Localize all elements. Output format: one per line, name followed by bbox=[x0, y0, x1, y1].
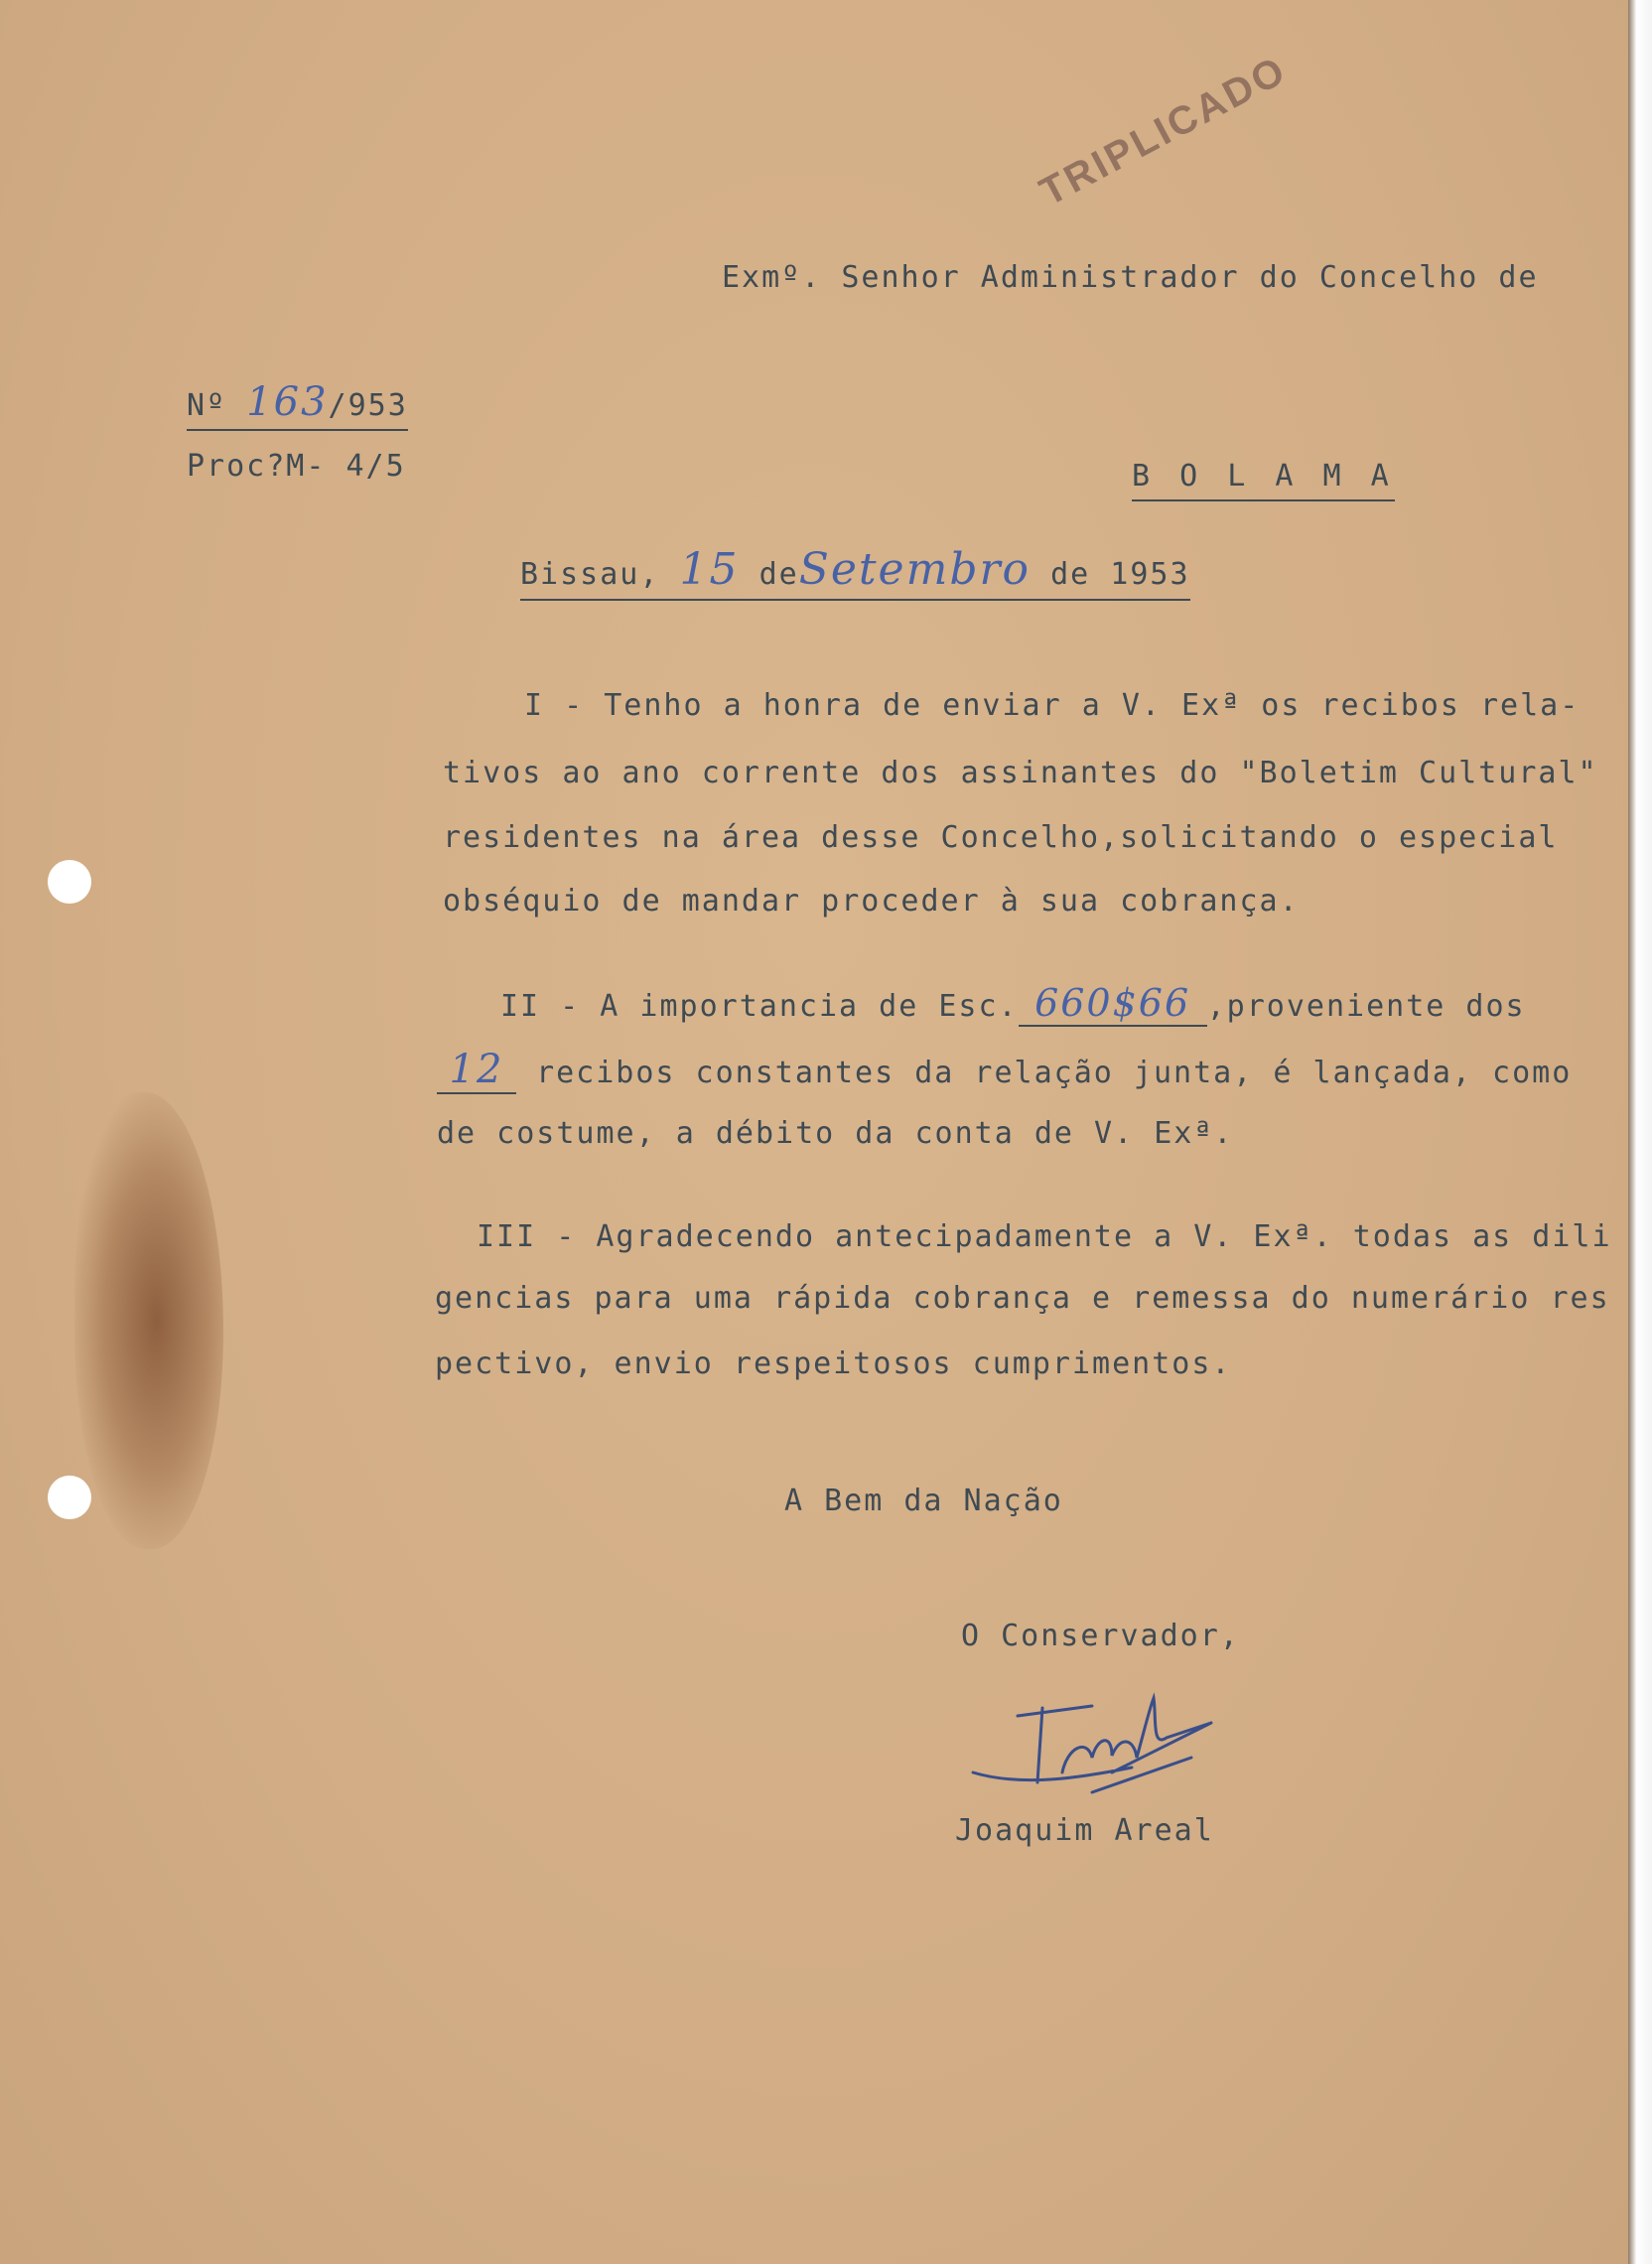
date-de-1: de bbox=[758, 557, 799, 592]
paragraph-3-line-2: gencias para uma rápida cobrança e remessa do numerário res bbox=[435, 1281, 1610, 1316]
triplicado-stamp: TRIPLICADO bbox=[1032, 48, 1295, 214]
handwritten-signature bbox=[963, 1678, 1261, 1807]
paragraph-3-line-3: pectivo, envio respeitosos cumprimentos. bbox=[435, 1346, 1232, 1381]
addressee-line: Exmº. Senhor Administrador do Concelho de bbox=[722, 260, 1539, 295]
reference-number bbox=[187, 379, 408, 431]
date-year: 1953 bbox=[1110, 557, 1190, 592]
reference-suffix: /953 bbox=[328, 388, 408, 423]
paragraph-2-line-1 bbox=[500, 981, 1526, 1027]
date-de-2: de bbox=[1050, 557, 1091, 592]
amount-handwritten: 660$66 bbox=[1034, 981, 1191, 1025]
date-day: 15 bbox=[679, 544, 740, 595]
paragraph-1-line-3: residentes na área desse Concelho,solicitando o especial bbox=[443, 820, 1559, 855]
page-edge bbox=[1628, 0, 1652, 2264]
paragraph-1-line-4: obséquio de mandar proceder à sua cobrança. bbox=[443, 884, 1300, 919]
paragraph-1-line-1: I - Tenho a honra de enviar a V. Exª os recibos rela- bbox=[524, 688, 1581, 723]
signatory-name: Joaquim Areal bbox=[955, 1813, 1214, 1848]
p2-line1-before: II - A importancia de Esc. bbox=[500, 989, 1019, 1024]
p2-line2-after: recibos constantes da relação junta, é lançada, como bbox=[536, 1056, 1573, 1090]
receipts-count-field bbox=[437, 1047, 516, 1094]
punch-hole-bottom bbox=[48, 1476, 91, 1519]
closing-formula: A Bem da Nação bbox=[784, 1484, 1063, 1518]
process-reference: Proc?M- 4/5 bbox=[187, 449, 406, 484]
signatory-title: O Conservador, bbox=[961, 1619, 1240, 1653]
paragraph-2-line-3: de costume, a débito da conta de V. Exª. bbox=[437, 1116, 1234, 1151]
destination: B O L A M A bbox=[1132, 459, 1395, 501]
paragraph-1-line-2: tivos ao ano corrente dos assinantes do "Boletim Cultural" bbox=[443, 756, 1598, 790]
amount-field bbox=[1019, 981, 1207, 1027]
punch-hole-top bbox=[48, 860, 91, 904]
reference-number-handwritten: 163 bbox=[246, 379, 329, 425]
receipts-count-handwritten: 12 bbox=[449, 1047, 504, 1092]
water-stain bbox=[74, 1092, 223, 1549]
p2-line1-after: ,proveniente dos bbox=[1206, 989, 1526, 1024]
date-month: Setembro bbox=[798, 544, 1032, 595]
reference-prefix: Nº bbox=[187, 388, 227, 423]
paragraph-2-line-2 bbox=[437, 1047, 1572, 1094]
paragraph-3-line-1: III - Agradecendo antecipadamente a V. Exª. todas as dili bbox=[477, 1219, 1612, 1254]
date-place: Bissau, bbox=[520, 557, 660, 592]
date-line bbox=[520, 544, 1190, 601]
